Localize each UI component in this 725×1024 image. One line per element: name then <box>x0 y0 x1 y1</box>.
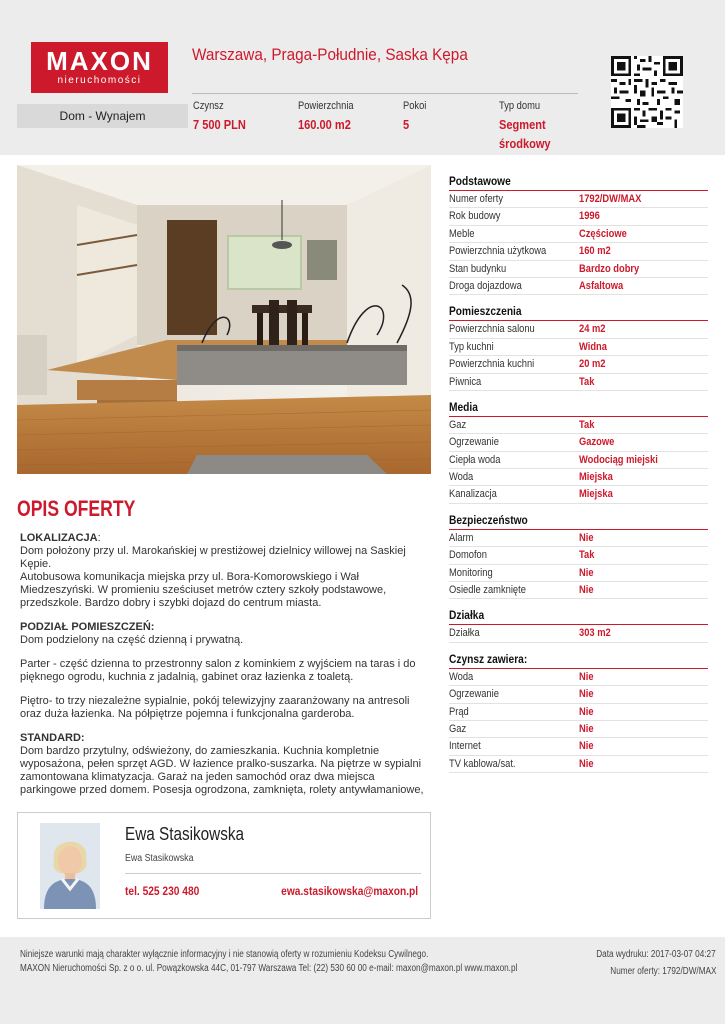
details-value <box>579 278 631 294</box>
details-key <box>449 756 579 772</box>
details-group <box>449 513 708 600</box>
description-body <box>20 532 430 808</box>
details-key <box>449 374 579 390</box>
details-row <box>449 417 708 434</box>
details-group-title <box>449 174 708 191</box>
details-row <box>449 582 708 599</box>
details-value <box>579 208 603 224</box>
details-key <box>449 625 579 641</box>
group-title-text: Podstawowe <box>449 174 511 188</box>
section-title-text: PODZIAŁ POMIESZCZEŃ: <box>20 621 155 633</box>
details-key <box>449 321 579 337</box>
details-key <box>449 434 579 450</box>
details-key-text: Internet <box>449 740 481 753</box>
details-value <box>579 191 652 207</box>
details-row <box>449 339 708 356</box>
details-row <box>449 374 708 391</box>
divider <box>192 93 578 94</box>
footer-contact: MAXON Nieruchomości Sp. z o o. ul. Powązkowska 44C, 01-797 Warszawa Tel: (22) 530 60 00 e-mail: maxon@maxon.pl www.maxon.pl <box>20 963 518 974</box>
details-row <box>449 208 708 225</box>
details-row <box>449 565 708 582</box>
details-value-text: Nie <box>579 740 594 753</box>
details-row <box>449 721 708 738</box>
details-value <box>579 530 596 546</box>
details-row <box>449 191 708 208</box>
description-paragraph: Dom podzielony na część dzienną i prywatną. <box>20 634 244 646</box>
details-key <box>449 669 579 685</box>
details-key-text: Gaz <box>449 722 467 735</box>
details-value <box>579 226 635 242</box>
details-group-title <box>449 513 708 530</box>
details-key-text: Monitoring <box>449 566 493 579</box>
details-key <box>449 721 579 737</box>
description-section <box>20 695 430 721</box>
meta-label: Pokoi <box>403 100 427 112</box>
details-key-text: Ciepła woda <box>449 453 501 466</box>
details-value <box>579 686 596 702</box>
details-value <box>579 243 616 259</box>
details-key <box>449 278 579 294</box>
qr-code-icon[interactable] <box>611 56 683 128</box>
details-value-text: Nie <box>579 757 594 770</box>
details-key-text: Powierzchnia użytkowa <box>449 245 547 258</box>
description-paragraph: Dom bardzo przytulny, odświeżony, do zamieszkania. Kuchnia kompletnie wyposażona, pełen sprzęt AGD. W łazience pralko-suszarka. Na piętrze w sypialni zamontowana klimatyzacja. Garaż na jeden samochód oraz dwa miejsca parkingowe przed domem. Posesja ogrodzona, zamknięta, rolety antywłamaniowe, <box>20 745 424 796</box>
details-key-text: Powierzchnia salonu <box>449 323 535 336</box>
details-value-text: Bardzo dobry <box>579 262 640 275</box>
details-key-text: Numer oferty <box>449 193 504 205</box>
details-key-text: Typ kuchni <box>449 340 494 353</box>
footer <box>0 937 725 1024</box>
details-group-title <box>449 608 708 625</box>
description-paragraph: Parter - część dzienna to przestronny salon z kominkiem z wyjściem na taras i do pięknego ogrodu, kuchnia z jadalnią, gabinet oraz łazienka z toaletą. <box>20 658 416 683</box>
footer-print-date: Data wydruku: 2017-03-07 04:27 <box>596 949 716 960</box>
agent-email-link[interactable]: ewa.stasikowska@maxon.pl <box>281 884 418 898</box>
section-title-text: LOKALIZACJA <box>20 532 98 544</box>
meta-label: Typ domu <box>499 100 541 112</box>
logo-brand: MAXON <box>46 46 153 76</box>
description-section-title <box>20 532 430 545</box>
details-value-text: Wodociąg miejski <box>579 453 658 466</box>
details-value-text: 1996 <box>579 210 600 223</box>
details-key-text: Domofon <box>449 549 487 562</box>
group-title-text: Bezpieczeństwo <box>449 512 528 527</box>
meta-house-type <box>499 100 569 153</box>
offer-type-badge: Dom - Wynajem <box>17 104 188 128</box>
details-value-text: Nie <box>579 705 594 718</box>
details-key-text: Powierzchnia kuchni <box>449 358 535 371</box>
details-key-text: Ogrzewanie <box>449 436 499 449</box>
section-title-suffix: : <box>97 532 101 544</box>
details-row <box>449 625 708 642</box>
details-key <box>449 469 579 485</box>
details-row <box>449 469 708 486</box>
details-group <box>449 400 708 504</box>
details-key <box>449 356 579 372</box>
details-row <box>449 226 708 243</box>
description-section <box>20 658 430 684</box>
details-value-text: 20 m2 <box>579 358 606 371</box>
details-value-text: Nie <box>579 722 594 735</box>
details-key <box>449 530 579 546</box>
details-row <box>449 686 708 703</box>
details-value <box>579 374 597 390</box>
details-value <box>579 669 596 685</box>
details-value-text: Nie <box>579 670 594 683</box>
details-group <box>449 174 708 295</box>
description-section-title <box>20 732 430 745</box>
details-key-text: Gaz <box>449 418 467 431</box>
details-value-text: Nie <box>579 566 594 579</box>
details-group-title <box>449 304 708 321</box>
meta-label: Powierzchnia <box>298 100 354 112</box>
agent-name: Ewa Stasikowska <box>125 824 245 844</box>
details-key-text: Prąd <box>449 705 469 718</box>
details-value-text: 1792/DW/MAX <box>579 193 642 205</box>
details-value <box>579 756 596 772</box>
agent-portrait-icon <box>40 823 100 909</box>
details-value <box>579 721 596 737</box>
meta-value: 7 500 PLN <box>193 117 246 132</box>
details-key <box>449 486 579 502</box>
details-value-text: Nie <box>579 584 594 597</box>
description-section <box>20 621 430 647</box>
details-value <box>579 625 616 641</box>
details-value <box>579 565 596 581</box>
details-row <box>449 486 708 503</box>
group-title-text: Czynsz zawiera: <box>449 651 528 666</box>
details-row <box>449 530 708 547</box>
interior-photo-icon <box>17 165 431 474</box>
details-row <box>449 261 708 278</box>
details-key-text: Kanalizacja <box>449 488 497 501</box>
details-key-text: Meble <box>449 227 475 240</box>
meta-value: 160.00 m2 <box>298 117 351 132</box>
description-paragraph: Autobusowa komunikacja miejska przy ul. Bora-Komorowskiego i Wał Miedzeszyński. W promieniu sześciuset metrów cztery szkoły podstawowe, przedszkole. Bardzo dobry i szybki dojazd do centrum miasta. <box>20 571 387 609</box>
details-group-title <box>449 400 708 417</box>
details-key <box>449 686 579 702</box>
details-row <box>449 243 708 260</box>
location-title: Warszawa, Praga-Południe, Saska Kępa <box>192 45 468 64</box>
details-key-text: Ogrzewanie <box>449 688 499 701</box>
details-group <box>449 652 708 773</box>
details-key-text: Osiedle zamknięte <box>449 584 526 597</box>
details-value <box>579 339 612 355</box>
details-value <box>579 261 650 277</box>
meta-rent <box>193 100 255 134</box>
logo-sub: nieruchomości <box>57 75 142 86</box>
header-band <box>0 0 725 155</box>
footer-offer-number: Numer oferty: 1792/DW/MAX <box>609 966 716 977</box>
details-value-text: Częściowe <box>579 227 627 240</box>
details-row <box>449 321 708 338</box>
group-title-text: Pomieszczenia <box>449 304 522 319</box>
details-panel <box>449 174 708 773</box>
meta-area <box>298 100 363 134</box>
details-value <box>579 738 596 754</box>
details-value <box>579 704 596 720</box>
details-value-text: Tak <box>579 418 595 431</box>
details-key <box>449 582 579 598</box>
details-value <box>579 582 596 598</box>
details-key-text: Stan budynku <box>449 262 507 275</box>
details-value-text: Miejska <box>579 471 613 484</box>
agent-subtitle: Ewa Stasikowska <box>125 853 194 864</box>
details-key-text: Droga dojazdowa <box>449 279 522 292</box>
details-value-text: Widna <box>579 340 607 353</box>
details-value-text: 160 m2 <box>579 245 611 258</box>
details-value-text: Tak <box>579 375 595 388</box>
description-section-title <box>20 621 430 634</box>
details-group <box>449 304 708 391</box>
agent-card <box>17 812 431 919</box>
description-paragraph: Piętro- to trzy niezależne sypialnie, pokój telewizyjny zaaranżowany na antresoli oraz duża łazienka. Na półpiętrze pojemna i funkcjonalna garderoba. <box>20 695 410 720</box>
details-key <box>449 417 579 433</box>
details-value <box>579 469 619 485</box>
meta-value: Segment środkowy <box>499 117 551 151</box>
details-row <box>449 356 708 373</box>
details-key <box>449 261 579 277</box>
details-value-text: Miejska <box>579 488 613 501</box>
details-row <box>449 278 708 295</box>
meta-label: Czynsz <box>193 100 224 112</box>
details-value-text: Nie <box>579 531 594 544</box>
details-key-text: Alarm <box>449 531 474 544</box>
details-value-text: Tak <box>579 549 595 562</box>
maxon-logo[interactable] <box>31 42 168 93</box>
details-key <box>449 547 579 563</box>
details-row <box>449 452 708 469</box>
details-key-text: Woda <box>449 471 474 484</box>
description-paragraph: Dom położony przy ul. Marokańskiej w prestiżowej dzielnicy willowej na Saskiej Kępie. <box>20 545 406 570</box>
meta-value: 5 <box>403 117 410 132</box>
description-section <box>20 732 430 797</box>
details-value-text: Asfaltowa <box>579 279 624 292</box>
details-value-text: Nie <box>579 688 594 701</box>
details-value <box>579 547 597 563</box>
agent-phone-link[interactable]: tel. 525 230 480 <box>125 884 200 898</box>
agent-avatar <box>40 823 100 909</box>
details-key <box>449 565 579 581</box>
details-group <box>449 608 708 642</box>
details-group-title <box>449 652 708 669</box>
details-key <box>449 243 579 259</box>
details-value <box>579 356 610 372</box>
details-key <box>449 339 579 355</box>
group-title-text: Działka <box>449 608 485 623</box>
section-title-text: STANDARD: <box>20 732 85 744</box>
property-photo[interactable] <box>17 165 431 474</box>
details-key-text: Piwnica <box>449 375 482 388</box>
details-value-text: 24 m2 <box>579 323 606 336</box>
meta-rooms <box>403 100 431 134</box>
details-key <box>449 704 579 720</box>
details-value <box>579 434 621 450</box>
details-value-text: Gazowe <box>579 436 615 449</box>
details-row <box>449 738 708 755</box>
details-row <box>449 669 708 686</box>
details-row <box>449 756 708 773</box>
details-key <box>449 191 579 207</box>
details-row <box>449 547 708 564</box>
description-heading: OPIS OFERTY <box>17 496 136 521</box>
footer-disclaimer: Niniejsze warunki mają charakter wyłącznie informacyjny i nie stanowią oferty w rozumieniu Kodeksu Cywilnego. <box>20 949 429 960</box>
details-value <box>579 321 610 337</box>
details-key-text: TV kablowa/sat. <box>449 757 516 770</box>
details-value <box>579 486 619 502</box>
details-key <box>449 226 579 242</box>
details-key-text: Rok budowy <box>449 210 501 223</box>
details-value <box>579 417 597 433</box>
divider <box>125 873 421 874</box>
details-key <box>449 208 579 224</box>
description-section <box>20 532 430 610</box>
details-value <box>579 452 672 468</box>
details-key <box>449 452 579 468</box>
details-key-text: Działka <box>449 627 480 640</box>
details-value-text: 303 m2 <box>579 627 611 640</box>
details-key-text: Woda <box>449 670 474 683</box>
details-row <box>449 434 708 451</box>
details-row <box>449 704 708 721</box>
details-key <box>449 738 579 754</box>
group-title-text: Media <box>449 399 478 414</box>
